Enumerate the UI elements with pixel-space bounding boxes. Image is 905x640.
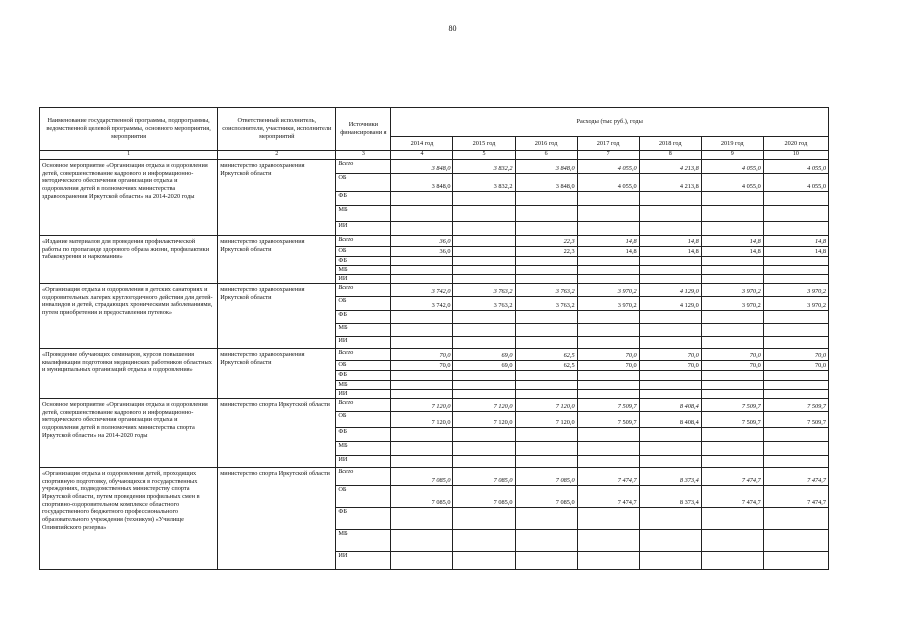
value-cell: 3 763,2 <box>453 297 515 311</box>
value-cell <box>391 508 453 530</box>
value-cell: 7 509,7 <box>701 412 763 428</box>
value-cell <box>639 275 701 284</box>
executor-cell: министерство спорта Иркутской области <box>218 468 336 570</box>
source-cell: МБ <box>336 530 391 552</box>
value-cell <box>763 311 828 324</box>
source-cell: ФБ <box>336 311 391 324</box>
value-cell: 62,5 <box>515 361 577 371</box>
value-cell <box>763 456 828 468</box>
value-cell <box>515 456 577 468</box>
value-cell <box>453 428 515 442</box>
value-cell <box>515 192 577 206</box>
table-body <box>40 160 829 570</box>
value-cell <box>701 371 763 381</box>
program-cell: Основное мероприятие «Организация отдыха и оздоровления детей, совершенствование кадрового и информационно-методического обеспечения организации отдыха и оздоровления детей в полномочиях министерства здравоохранения Иркутской области» на 2014-2020 годы <box>40 160 218 236</box>
source-cell: ОБ <box>336 486 391 508</box>
value-cell <box>763 222 828 236</box>
value-cell <box>763 192 828 206</box>
value-cell: 14,8 <box>639 247 701 257</box>
header-executor: Ответственный исполнитель, соисполнители, участники, исполнители мероприятий <box>218 108 336 151</box>
value-cell <box>577 530 639 552</box>
value-cell: 7 085,0 <box>391 468 453 486</box>
value-cell: 4 055,0 <box>763 160 828 174</box>
value-cell <box>577 324 639 337</box>
value-cell <box>577 206 639 222</box>
value-cell: 7 120,0 <box>391 399 453 412</box>
value-cell <box>453 311 515 324</box>
value-cell: 3 742,0 <box>391 297 453 311</box>
value-cell <box>577 552 639 570</box>
value-cell: 7 120,0 <box>453 399 515 412</box>
source-cell: ИИ <box>336 390 391 399</box>
value-cell: 14,8 <box>639 236 701 247</box>
table-row <box>40 349 829 361</box>
header-year: 2018 год <box>639 137 701 151</box>
value-cell <box>453 442 515 456</box>
source-cell: ИИ <box>336 222 391 236</box>
value-cell: 7 120,0 <box>515 412 577 428</box>
value-cell <box>639 456 701 468</box>
value-cell <box>639 324 701 337</box>
value-cell <box>453 236 515 247</box>
source-cell: ИИ <box>336 275 391 284</box>
column-number: 9 <box>701 151 763 160</box>
value-cell: 14,8 <box>763 247 828 257</box>
value-cell: 7 509,7 <box>701 399 763 412</box>
value-cell <box>639 530 701 552</box>
value-cell <box>515 390 577 399</box>
header-source: Источники финансировани я <box>336 108 391 151</box>
value-cell <box>639 192 701 206</box>
value-cell <box>391 311 453 324</box>
value-cell <box>453 456 515 468</box>
value-cell: 14,8 <box>701 247 763 257</box>
value-cell <box>515 266 577 275</box>
column-number: 8 <box>639 151 701 160</box>
value-cell <box>701 222 763 236</box>
value-cell <box>639 381 701 390</box>
value-cell: 22,3 <box>515 236 577 247</box>
value-cell <box>577 337 639 349</box>
column-number: 5 <box>453 151 515 160</box>
value-cell <box>453 192 515 206</box>
value-cell: 70,0 <box>391 361 453 371</box>
value-cell <box>763 324 828 337</box>
value-cell <box>453 324 515 337</box>
source-cell: Всего <box>336 160 391 174</box>
value-cell: 3 832,2 <box>453 174 515 192</box>
table-row <box>40 160 829 174</box>
source-cell: ИИ <box>336 456 391 468</box>
value-cell <box>701 530 763 552</box>
value-cell <box>391 552 453 570</box>
value-cell: 70,0 <box>639 361 701 371</box>
executor-cell: министерство здравоохранения Иркутской области <box>218 236 336 284</box>
header-year: 2015 год <box>453 137 515 151</box>
header-year: 2019 год <box>701 137 763 151</box>
value-cell <box>391 266 453 275</box>
value-cell <box>763 442 828 456</box>
program-cell: «Организация отдыха и оздоровления в детских санаториях и оздоровительных лагерях круглогодичного действия для детей-инвалидов и детей, страдающих хроническими заболеваниями, путем приобретения и предоставления путевок» <box>40 284 218 349</box>
value-cell <box>639 428 701 442</box>
value-cell: 70,0 <box>701 349 763 361</box>
value-cell <box>453 390 515 399</box>
source-cell: ФБ <box>336 371 391 381</box>
value-cell: 4 055,0 <box>577 174 639 192</box>
value-cell: 7 120,0 <box>453 412 515 428</box>
source-cell: ОБ <box>336 297 391 311</box>
value-cell <box>515 428 577 442</box>
column-number: 10 <box>763 151 828 160</box>
value-cell <box>391 371 453 381</box>
value-cell: 70,0 <box>763 349 828 361</box>
value-cell <box>701 192 763 206</box>
value-cell <box>577 381 639 390</box>
value-cell <box>639 337 701 349</box>
value-cell <box>515 275 577 284</box>
value-cell: 8 408,4 <box>639 412 701 428</box>
value-cell <box>639 222 701 236</box>
table-header-row <box>40 108 829 137</box>
value-cell <box>701 266 763 275</box>
value-cell: 7 474,7 <box>763 468 828 486</box>
value-cell: 3 970,2 <box>763 284 828 297</box>
table-row <box>40 284 829 297</box>
table-row <box>40 468 829 486</box>
value-cell: 7 474,7 <box>577 486 639 508</box>
column-number: 4 <box>391 151 453 160</box>
source-cell: ИИ <box>336 552 391 570</box>
value-cell: 36,0 <box>391 236 453 247</box>
value-cell <box>515 552 577 570</box>
value-cell <box>391 324 453 337</box>
value-cell: 3 763,2 <box>515 284 577 297</box>
source-cell: ИИ <box>336 337 391 349</box>
value-cell: 4 213,8 <box>639 174 701 192</box>
source-cell: Всего <box>336 399 391 412</box>
column-number: 3 <box>336 151 391 160</box>
value-cell <box>391 275 453 284</box>
value-cell: 7 085,0 <box>515 486 577 508</box>
value-cell: 4 213,8 <box>639 160 701 174</box>
value-cell: 70,0 <box>639 349 701 361</box>
value-cell: 7 474,7 <box>701 486 763 508</box>
value-cell: 7 085,0 <box>453 468 515 486</box>
value-cell <box>453 257 515 266</box>
executor-cell: министерство спорта Иркутской области <box>218 399 336 468</box>
value-cell <box>701 508 763 530</box>
value-cell: 14,8 <box>577 236 639 247</box>
value-cell <box>763 530 828 552</box>
value-cell: 7 085,0 <box>453 486 515 508</box>
column-number: 2 <box>218 151 336 160</box>
value-cell <box>763 371 828 381</box>
value-cell <box>577 192 639 206</box>
source-cell: ОБ <box>336 361 391 371</box>
value-cell: 4 129,0 <box>639 297 701 311</box>
column-number-row <box>40 151 829 160</box>
table-row <box>40 236 829 247</box>
value-cell: 3 832,2 <box>453 160 515 174</box>
value-cell <box>701 428 763 442</box>
value-cell <box>763 257 828 266</box>
source-cell: ФБ <box>336 428 391 442</box>
value-cell <box>577 275 639 284</box>
value-cell: 8 408,4 <box>639 399 701 412</box>
value-cell <box>639 257 701 266</box>
value-cell <box>515 324 577 337</box>
value-cell <box>763 390 828 399</box>
value-cell <box>577 222 639 236</box>
value-cell <box>639 266 701 275</box>
source-cell: МБ <box>336 381 391 390</box>
value-cell <box>701 206 763 222</box>
value-cell <box>515 222 577 236</box>
value-cell <box>453 381 515 390</box>
column-number: 1 <box>40 151 218 160</box>
value-cell <box>577 390 639 399</box>
value-cell <box>453 222 515 236</box>
value-cell: 3 970,2 <box>763 297 828 311</box>
value-cell <box>763 508 828 530</box>
value-cell: 7 509,7 <box>577 412 639 428</box>
value-cell <box>453 206 515 222</box>
value-cell <box>453 337 515 349</box>
source-cell: Всего <box>336 284 391 297</box>
value-cell: 3 970,2 <box>577 297 639 311</box>
value-cell: 70,0 <box>391 349 453 361</box>
value-cell <box>515 508 577 530</box>
value-cell <box>515 371 577 381</box>
column-number: 6 <box>515 151 577 160</box>
value-cell <box>639 206 701 222</box>
program-cell: «Проведение обучающих семинаров, курсов повышения квалификации подготовки медицинских работников областных и муниципальных организаций отдыха и оздоровления» <box>40 349 218 399</box>
value-cell <box>577 456 639 468</box>
executor-cell: министерство здравоохранения Иркутской области <box>218 284 336 349</box>
value-cell <box>577 311 639 324</box>
value-cell <box>701 552 763 570</box>
value-cell: 7 120,0 <box>391 412 453 428</box>
source-cell: ФБ <box>336 508 391 530</box>
value-cell <box>453 530 515 552</box>
column-number: 7 <box>577 151 639 160</box>
source-cell: ОБ <box>336 247 391 257</box>
value-cell: 8 373,4 <box>639 468 701 486</box>
value-cell <box>515 206 577 222</box>
value-cell <box>701 257 763 266</box>
value-cell: 3 848,0 <box>515 160 577 174</box>
source-cell: МБ <box>336 266 391 275</box>
value-cell: 7 509,7 <box>763 399 828 412</box>
value-cell: 3 970,2 <box>701 284 763 297</box>
value-cell: 69,0 <box>453 349 515 361</box>
value-cell <box>515 311 577 324</box>
value-cell: 4 055,0 <box>763 174 828 192</box>
value-cell <box>453 247 515 257</box>
value-cell <box>639 508 701 530</box>
value-cell <box>639 552 701 570</box>
value-cell <box>577 266 639 275</box>
value-cell: 14,8 <box>577 247 639 257</box>
value-cell <box>701 442 763 456</box>
value-cell: 8 373,4 <box>639 486 701 508</box>
value-cell <box>701 311 763 324</box>
value-cell <box>639 390 701 399</box>
value-cell: 14,8 <box>701 236 763 247</box>
value-cell <box>763 206 828 222</box>
page-number: 80 <box>448 24 457 33</box>
value-cell <box>391 192 453 206</box>
value-cell <box>391 428 453 442</box>
header-program: Наименование государственной программы, подпрограммы, ведомственной целевой программы, основного мероприятия, мероприятия <box>40 108 218 151</box>
source-cell: Всего <box>336 349 391 361</box>
value-cell: 7 474,7 <box>763 486 828 508</box>
program-cell: «Издание материалов для проведения профилактической работы по пропаганде здорового образа жизни, профилактики табакокурения и наркомании» <box>40 236 218 284</box>
value-cell <box>515 337 577 349</box>
value-cell <box>391 222 453 236</box>
value-cell: 7 085,0 <box>515 468 577 486</box>
value-cell: 7 509,7 <box>763 412 828 428</box>
header-year: 2014 год <box>391 137 453 151</box>
source-cell: МБ <box>336 442 391 456</box>
value-cell <box>763 337 828 349</box>
value-cell: 3 848,0 <box>391 174 453 192</box>
value-cell <box>515 381 577 390</box>
source-cell: ОБ <box>336 412 391 428</box>
source-cell: ОБ <box>336 174 391 192</box>
value-cell <box>701 390 763 399</box>
value-cell: 70,0 <box>701 361 763 371</box>
value-cell: 4 055,0 <box>701 174 763 192</box>
value-cell <box>391 442 453 456</box>
value-cell <box>391 381 453 390</box>
value-cell <box>391 530 453 552</box>
source-cell: МБ <box>336 206 391 222</box>
value-cell: 70,0 <box>577 361 639 371</box>
value-cell: 7 474,7 <box>577 468 639 486</box>
value-cell: 3 848,0 <box>515 174 577 192</box>
value-cell <box>515 530 577 552</box>
value-cell: 70,0 <box>763 361 828 371</box>
value-cell <box>453 508 515 530</box>
program-cell: «Организация отдыха и оздоровления детей, проходящих спортивную подготовку, обучающихся в государственных учреждениях, подведомственных министерству спорта Иркутской области, путем проведения профильных смен в спортивно-оздоровительном комплексе областного государственного бюджетного профессионального образовательного учреждения (техникум) «Училище Олимпийского резерва» <box>40 468 218 570</box>
value-cell <box>453 552 515 570</box>
table-row <box>40 399 829 412</box>
value-cell <box>763 552 828 570</box>
value-cell: 70,0 <box>577 349 639 361</box>
value-cell <box>577 371 639 381</box>
header-expenses: Расходы (тыс руб.), годы <box>391 108 829 137</box>
source-cell: МБ <box>336 324 391 337</box>
value-cell <box>453 371 515 381</box>
value-cell: 69,0 <box>453 361 515 371</box>
value-cell <box>391 337 453 349</box>
value-cell <box>639 371 701 381</box>
value-cell: 7 120,0 <box>515 399 577 412</box>
value-cell: 4 055,0 <box>577 160 639 174</box>
value-cell <box>577 257 639 266</box>
program-cell: Основное мероприятие «Организация отдыха и оздоровления детей, совершенствование кадрового и информационно-методического обеспечения организации отдыха и оздоровления детей в полномочиях министерства спорта Иркутской области» на 2014-2020 годы <box>40 399 218 468</box>
value-cell <box>453 275 515 284</box>
value-cell: 3 848,0 <box>391 160 453 174</box>
value-cell: 62,5 <box>515 349 577 361</box>
value-cell <box>701 456 763 468</box>
value-cell <box>701 337 763 349</box>
value-cell: 4 055,0 <box>701 160 763 174</box>
value-cell <box>577 442 639 456</box>
value-cell: 4 129,0 <box>639 284 701 297</box>
value-cell: 14,8 <box>763 236 828 247</box>
value-cell <box>391 390 453 399</box>
value-cell: 7 085,0 <box>391 486 453 508</box>
value-cell <box>701 275 763 284</box>
value-cell: 22,3 <box>515 247 577 257</box>
source-cell: ФБ <box>336 257 391 266</box>
value-cell: 3 970,2 <box>577 284 639 297</box>
value-cell <box>763 275 828 284</box>
header-year: 2016 год <box>515 137 577 151</box>
source-cell: ФБ <box>336 192 391 206</box>
value-cell: 3 763,2 <box>453 284 515 297</box>
budget-table <box>39 107 829 570</box>
value-cell: 7 474,7 <box>701 468 763 486</box>
executor-cell: министерство здравоохранения Иркутской области <box>218 160 336 236</box>
value-cell: 3 970,2 <box>701 297 763 311</box>
value-cell <box>453 266 515 275</box>
value-cell <box>515 257 577 266</box>
value-cell: 3 742,0 <box>391 284 453 297</box>
header-year: 2020 год <box>763 137 828 151</box>
value-cell <box>577 508 639 530</box>
value-cell <box>701 381 763 390</box>
source-cell: Всего <box>336 236 391 247</box>
value-cell: 3 763,2 <box>515 297 577 311</box>
value-cell <box>763 381 828 390</box>
value-cell: 7 509,7 <box>577 399 639 412</box>
header-year: 2017 год <box>577 137 639 151</box>
value-cell <box>391 456 453 468</box>
executor-cell: министерство здравоохранения Иркутской области <box>218 349 336 399</box>
value-cell: 36,0 <box>391 247 453 257</box>
value-cell <box>639 311 701 324</box>
value-cell <box>391 206 453 222</box>
source-cell: Всего <box>336 468 391 486</box>
value-cell <box>701 324 763 337</box>
value-cell <box>391 257 453 266</box>
value-cell <box>763 266 828 275</box>
value-cell <box>763 428 828 442</box>
value-cell <box>639 442 701 456</box>
value-cell <box>577 428 639 442</box>
value-cell <box>515 442 577 456</box>
